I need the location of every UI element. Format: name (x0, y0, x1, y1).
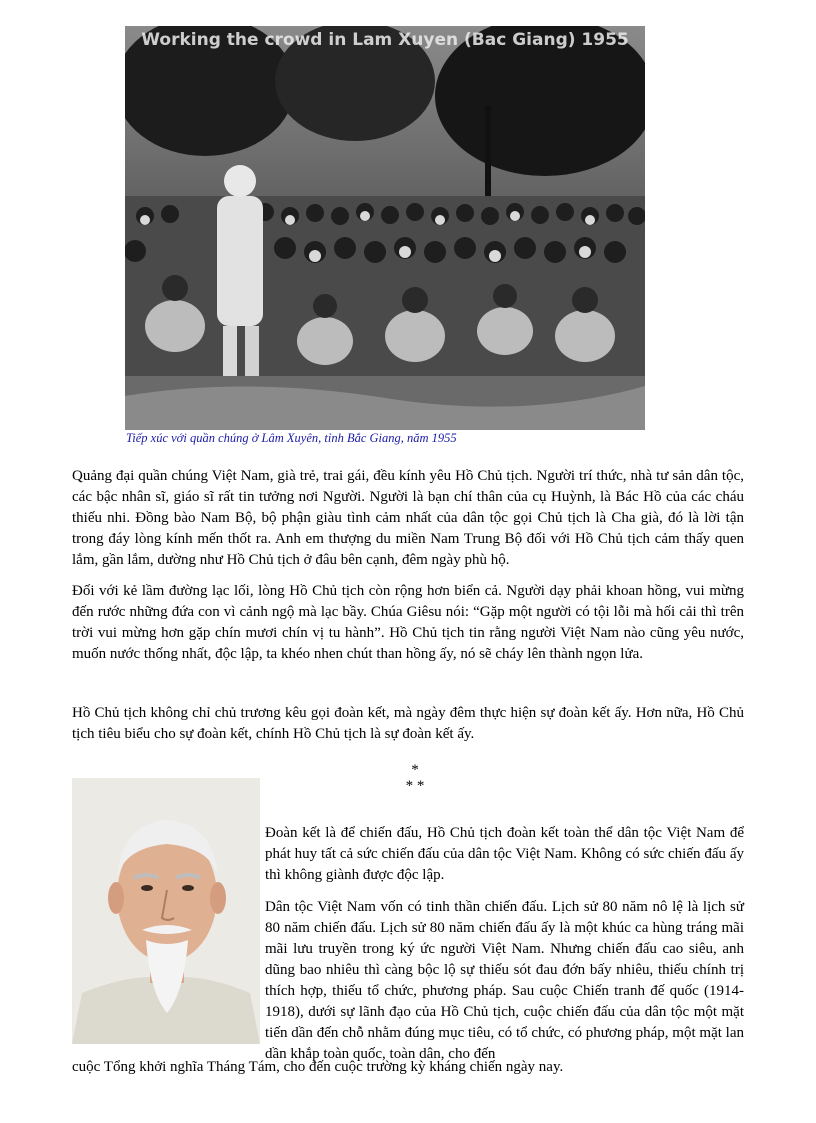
side-paragraph-2: Dân tộc Việt Nam vốn có tinh thần chiến đấu. Lịch sử 80 năm nô lệ là lịch sử 80 năm chiến đấu. Lịch sử 80 năm chiến đấu ấy là một khúc ca hùng tráng mãi mãi lưu truyền trong ký ức người Việt Nam. Nhưng chiến đấu cao siêu, anh dũng bao nhiêu thì càng bộc lộ sự thiếu sót đau đớn bấy nhiêu, thiếu chính trị thích hợp, thiếu tổ chức, phương pháp. Sau cuộc Chiến tranh đế quốc (1914-1918), dưới sự lãnh đạo của Hồ Chủ tịch, cuộc chiến đấu của dân tộc một mặt tiến dần đến chỗ nhằm đúng mục tiêu, có tổ chức, có phương pháp, một mặt lan dần khắp toàn quốc, toàn dân, cho đến (265, 899, 744, 1062)
final-line: cuộc Tổng khởi nghĩa Tháng Tám, cho đến cuộc trường kỳ kháng chiến ngày nay. (72, 1059, 564, 1075)
paragraph-1: Quảng đại quần chúng Việt Nam, già trẻ, trai gái, đều kính yêu Hồ Chủ tịch. Người trí thức, nhà tư sản dân tộc, các bậc nhân sĩ, giáo sĩ rất tin tưởng nơi Người. Người là bạn chí thân của cụ Huỳnh, là Bác Hồ của các cháu thiếu nhi. Đồng bào Nam Bộ, bộ phận giàu tình cảm nhất của dân tộc gọi Chủ tịch là Cha già, đó là lời tận trong đáy lòng kính mến thốt ra. Anh em thượng du miền Nam Trung Bộ đối với Hồ Chủ tịch cảm thấy quen lắm, gần lắm, dường như Hồ Chủ tịch ở đâu bên cạnh, đêm ngày phù hộ. (72, 468, 744, 568)
portrait-photo (72, 778, 260, 1044)
photo-overlay-text: Working the crowd in Lam Xuyen (Bac Giang) 1955 (141, 30, 629, 50)
side-paragraph-1: Đoàn kết là để chiến đấu, Hồ Chủ tịch đoàn kết toàn thể dân tộc Việt Nam để phát huy tất cả sức chiến đấu của dân tộc Việt Nam. Không có sức chiến đấu ấy thì không giành được độc lập. (265, 825, 744, 883)
separator-star-2: * * (405, 778, 425, 794)
paragraph-2: Đối với kẻ lầm đường lạc lối, lòng Hồ Chủ tịch còn rộng hơn biển cả. Người dạy phải khoan hồng, vui mừng đến rước những đứa con vì cảnh ngộ mà lạc bầy. Chúa Giêsu nói: “Gặp một người có tội lỗi mà hối cải thì trên trời vui mừng hơn gặp chín mươi chín vị tu hành”. Hồ Chủ tịch tin rằng người Việt Nam nào cũng yêu nước, muốn nước thống nhất, độc lập, ta khéo nhen chút than hồng ấy, nó sẽ cháy lên thành ngọn lửa. (72, 583, 744, 662)
photo-caption: Tiếp xúc với quần chúng ở Lâm Xuyên, tỉnh Bắc Giang, năm 1955 (126, 431, 457, 445)
separator-star-1: * (411, 762, 419, 778)
crowd-photo (125, 26, 645, 430)
paragraph-3: Hồ Chủ tịch không chỉ chủ trương kêu gọi đoàn kết, mà ngày đêm thực hiện sự đoàn kết ấy. Hơn nữa, Hồ Chủ tịch tiêu biểu cho sự đoàn kết, chính Hồ Chủ tịch là sự đoàn kết ấy. (72, 705, 744, 742)
